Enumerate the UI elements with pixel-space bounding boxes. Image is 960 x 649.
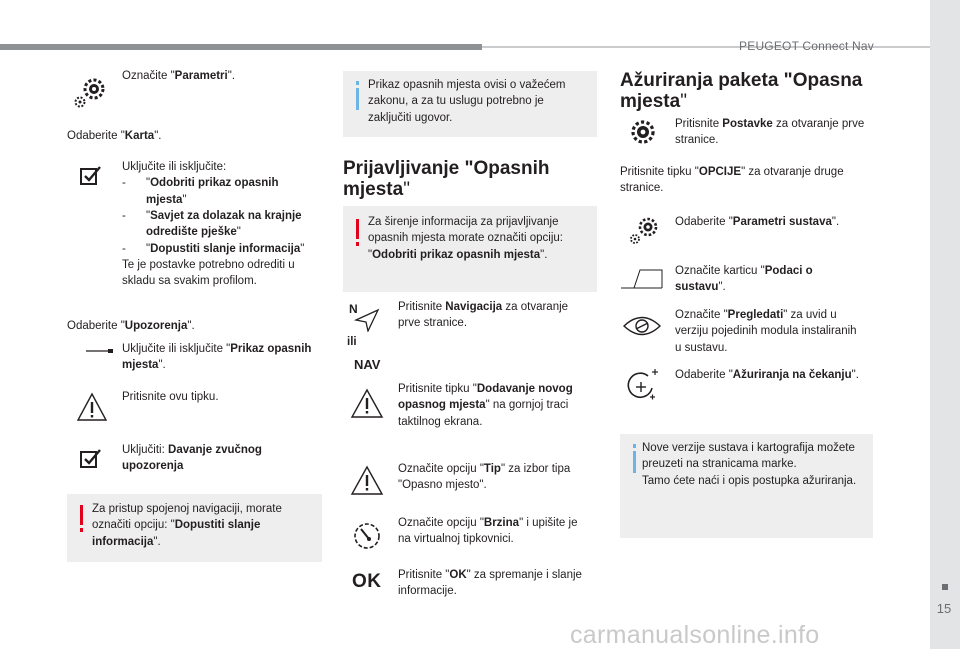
- eye-icon: [622, 313, 662, 339]
- col1-step-parametri: Označite "Parametri".: [122, 70, 236, 82]
- or-label: ili: [347, 336, 357, 348]
- warning-triangle-icon: [350, 388, 384, 419]
- option-item-1: - "Odobriti prikaz opasnih mjesta": [122, 177, 279, 206]
- col3-step-parametri-sustava: Odaberite "Parametri sustava".: [675, 216, 840, 228]
- system-settings-icon: [628, 214, 662, 246]
- col2-step-navigacija: Pritisnite Navigacija za otvaranje prve stranice.: [398, 301, 569, 330]
- warning-bar: [80, 505, 83, 525]
- nav-button-label: NAV: [354, 357, 381, 372]
- col2-step-dodavanje: Pritisnite tipku "Dodavanje novog opasnog mjesta" na gornjoj traci taktilnog ekrana.: [398, 383, 573, 428]
- info-bar: [356, 88, 359, 110]
- speedometer-icon: [351, 520, 383, 550]
- col3-info-note: [620, 434, 873, 538]
- checkbox-icon: [79, 164, 103, 186]
- options-intro: Uključite ili isključite:: [122, 161, 227, 173]
- options-outro: Te je postavke potrebno odrediti u skladu sa svakim profilom.: [122, 258, 295, 288]
- section-title-azuriranja: Ažuriranja paketa "Opasna mjesta": [620, 70, 863, 113]
- warning-text: Za širenje informacija za prijavljivanje opasnih mjesta morate označiti opciju: "Odobriti prikaz opasnih mjesta".: [368, 216, 563, 261]
- watermark: carmanualsonline.info: [570, 621, 820, 649]
- info-dot: [356, 81, 359, 85]
- update-plus-icon: [624, 368, 660, 404]
- page-header-title: PEUGEOT Connect Nav: [739, 39, 874, 53]
- warning-triangle-icon: [76, 392, 108, 422]
- info-text: Prikaz opasnih mjesta ovisi o važećem zakonu, a za tu uslugu potrebno je zaključiti ugovor.: [368, 79, 566, 124]
- page-marker: [942, 584, 948, 590]
- col1-step-zvucno: Uključiti: Davanje zvučnog upozorenja: [122, 444, 262, 473]
- warning-triangle-icon: [350, 465, 384, 496]
- col1-step-upozorenja: Odaberite "Upozorenja".: [67, 320, 195, 332]
- option-item-2: - "Savjet za dolazak na krajnje odredište pješke": [122, 209, 302, 239]
- warning-text: Za pristup spojenoj navigaciji, morate označiti opciju: "Dopustiti slanje informacija".: [92, 503, 282, 548]
- section-title-prijavljivanje: Prijavljivanje "Opasnih mjesta": [343, 158, 550, 201]
- header-bar: [0, 44, 482, 50]
- navigation-arrow-icon: [349, 302, 381, 332]
- info-text: Nove verzije sustava i kartografija možete preuzeti na stranicama marke. Tamo ćete naći i opis postupka ažuriranja.: [642, 442, 857, 487]
- col2-warning-note: [343, 206, 597, 292]
- svg-text:N: N: [349, 302, 358, 316]
- col3-step-podaci: Označite karticu "Podaci o sustavu".: [675, 265, 813, 294]
- col3-step-pregledati: Označite "Pregledati" za uvid u verziju pojedinih modula instaliranih u sustavu.: [675, 309, 857, 354]
- col2-step-tip: Označite opciju "Tip" za izbor tipa "Opasno mjesto".: [398, 463, 571, 492]
- side-strip: [930, 0, 960, 649]
- warning-dot: [80, 528, 83, 532]
- warning-dot: [356, 242, 359, 246]
- col1-step-prikaz: Uključite ili isključite "Prikaz opasnih mjesta".: [122, 343, 312, 372]
- col3-step-opcije: Pritisnite tipku "OPCIJE" za otvaranje druge stranice.: [620, 166, 844, 195]
- col3-step-postavke: Pritisnite Postavke za otvaranje prve stranice.: [675, 118, 865, 147]
- option-item-3: - "Dopustiti slanje informacija": [122, 242, 305, 255]
- ok-button-label: OK: [352, 571, 382, 592]
- toggle-line-icon: [86, 347, 114, 355]
- col3-step-azuriranja: Odaberite "Ažuriranja na čekanju".: [675, 369, 859, 381]
- col1-step-tipka: Pritisnite ovu tipku.: [122, 391, 219, 403]
- col2-info-note: [343, 71, 597, 137]
- checkbox-icon: [79, 447, 103, 469]
- col1-step-karta: Odaberite "Karta".: [67, 130, 162, 142]
- page-number: 15: [936, 601, 952, 616]
- tab-icon: [620, 268, 664, 290]
- info-bar: [633, 451, 636, 473]
- col1-warning-note: [67, 494, 322, 562]
- col2-step-brzina: Označite opciju "Brzina" i upišite je na virtualnoj tipkovnici.: [398, 517, 578, 546]
- col1-step-options: [122, 159, 317, 290]
- settings-gears-icon: [72, 74, 110, 110]
- info-dot: [633, 444, 636, 448]
- col2-step-ok: Pritisnite "OK" za spremanje i slanje informacije.: [398, 569, 582, 598]
- settings-gear-icon: [629, 118, 657, 146]
- warning-bar: [356, 219, 359, 239]
